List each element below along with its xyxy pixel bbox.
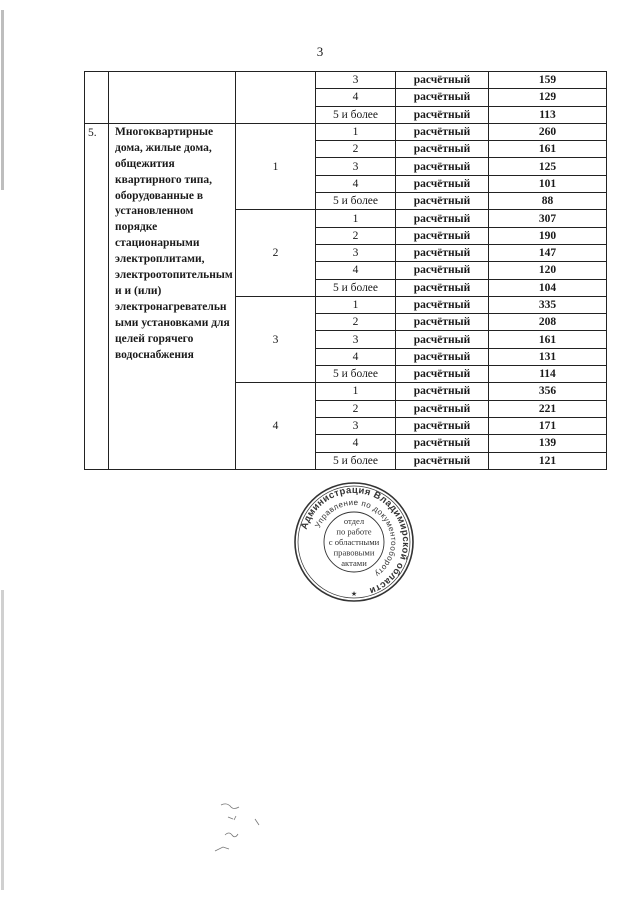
cell-method: расчётный — [396, 279, 489, 296]
cell-value: 159 — [489, 72, 607, 89]
cell-value: 335 — [489, 296, 607, 313]
cell-rooms: 5 и более — [316, 366, 396, 383]
cell-floors: 3 — [236, 296, 316, 382]
cell-method: расчётный — [396, 175, 489, 192]
cell-value: 121 — [489, 452, 607, 469]
cell-rooms: 1 — [316, 296, 396, 313]
cell-rooms: 1 — [316, 210, 396, 227]
seal-outer-text: Администрация Владимирской области — [298, 484, 412, 597]
cell-method: расчётный — [396, 193, 489, 210]
cell-floors: 1 — [236, 123, 316, 209]
cell-value: 88 — [489, 193, 607, 210]
cell-method: расчётный — [396, 435, 489, 452]
cell-rooms: 3 — [316, 417, 396, 434]
cell-rooms: 1 — [316, 383, 396, 400]
official-seal — [292, 480, 416, 604]
cell-method: расчётный — [396, 348, 489, 365]
cell-number-continued — [85, 72, 109, 124]
cell-method: расчётный — [396, 314, 489, 331]
cell-rooms: 2 — [316, 314, 396, 331]
cell-rooms: 4 — [316, 435, 396, 452]
seal-center-text — [329, 516, 380, 568]
cell-value: 161 — [489, 331, 607, 348]
seal-center-line: по работе — [336, 526, 372, 537]
cell-method: расчётный — [396, 72, 489, 89]
cell-method: расчётный — [396, 210, 489, 227]
seal-graphic — [292, 480, 416, 604]
cell-floors: 2 — [236, 210, 316, 296]
cell-floors: 4 — [236, 383, 316, 469]
section-description: Многоквартирные дома, жилые дома, общежития квартирного типа, оборудованные в установленном порядке стационарными электроплитами, электроотопительными и (или) электронагревательными установками для целей горячего водоснабжения — [109, 123, 236, 469]
cell-description-continued — [109, 72, 236, 124]
cell-method: расчётный — [396, 141, 489, 158]
cell-method: расчётный — [396, 383, 489, 400]
cell-value: 129 — [489, 89, 607, 106]
cell-method: расчётный — [396, 244, 489, 261]
cell-value: 104 — [489, 279, 607, 296]
cell-floors-continued — [236, 72, 316, 124]
cell-rooms: 5 и более — [316, 279, 396, 296]
cell-method: расчётный — [396, 400, 489, 417]
cell-rooms: 2 — [316, 227, 396, 244]
cell-rooms: 5 и более — [316, 452, 396, 469]
cell-value: 125 — [489, 158, 607, 175]
cell-value: 139 — [489, 435, 607, 452]
cell-method: расчётный — [396, 158, 489, 175]
cell-rooms: 5 и более — [316, 106, 396, 123]
cell-rooms: 3 — [316, 244, 396, 261]
norms-table — [84, 71, 607, 470]
scan-edge-mark — [1, 590, 4, 890]
cell-rooms: 4 — [316, 348, 396, 365]
cell-value: 131 — [489, 348, 607, 365]
cell-rooms: 2 — [316, 400, 396, 417]
cell-rooms: 4 — [316, 175, 396, 192]
cell-method: расчётный — [396, 227, 489, 244]
cell-value: 260 — [489, 123, 607, 140]
seal-inner-ring-text: Управление по документообороту — [313, 497, 399, 579]
cell-method: расчётный — [396, 331, 489, 348]
cell-value: 114 — [489, 366, 607, 383]
cell-value: 161 — [489, 141, 607, 158]
cell-rooms: 5 и более — [316, 193, 396, 210]
cell-value: 221 — [489, 400, 607, 417]
cell-value: 307 — [489, 210, 607, 227]
seal-center-line: с областными — [328, 537, 380, 547]
page-number: 3 — [316, 44, 324, 59]
cell-method: расчётный — [396, 106, 489, 123]
seal-center-line: правовыми — [333, 547, 375, 558]
cell-rooms: 3 — [316, 158, 396, 175]
cell-rooms: 3 — [316, 72, 396, 89]
seal-center-line: отдел — [343, 516, 365, 527]
cell-value: 113 — [489, 106, 607, 123]
table-row — [85, 72, 607, 89]
cell-value: 190 — [489, 227, 607, 244]
section-number: 5. — [85, 123, 109, 469]
cell-value: 147 — [489, 244, 607, 261]
cell-method: расчётный — [396, 417, 489, 434]
cell-value: 101 — [489, 175, 607, 192]
cell-rooms: 3 — [316, 331, 396, 348]
table-row — [85, 123, 607, 140]
cell-method: расчётный — [396, 262, 489, 279]
cell-method: расчётный — [396, 123, 489, 140]
cell-rooms: 4 — [316, 89, 396, 106]
scan-edge-mark — [1, 10, 4, 190]
seal-center-line: актами — [341, 557, 367, 568]
cell-rooms: 1 — [316, 123, 396, 140]
cell-method: расчётный — [396, 89, 489, 106]
faint-pen-marks — [205, 795, 275, 865]
cell-value: 356 — [489, 383, 607, 400]
cell-method: расчётный — [396, 452, 489, 469]
cell-method: расчётный — [396, 296, 489, 313]
cell-method: расчётный — [396, 366, 489, 383]
cell-value: 208 — [489, 314, 607, 331]
cell-rooms: 4 — [316, 262, 396, 279]
cell-value: 171 — [489, 417, 607, 434]
cell-rooms: 2 — [316, 141, 396, 158]
cell-value: 120 — [489, 262, 607, 279]
seal-star: ★ — [350, 590, 358, 598]
